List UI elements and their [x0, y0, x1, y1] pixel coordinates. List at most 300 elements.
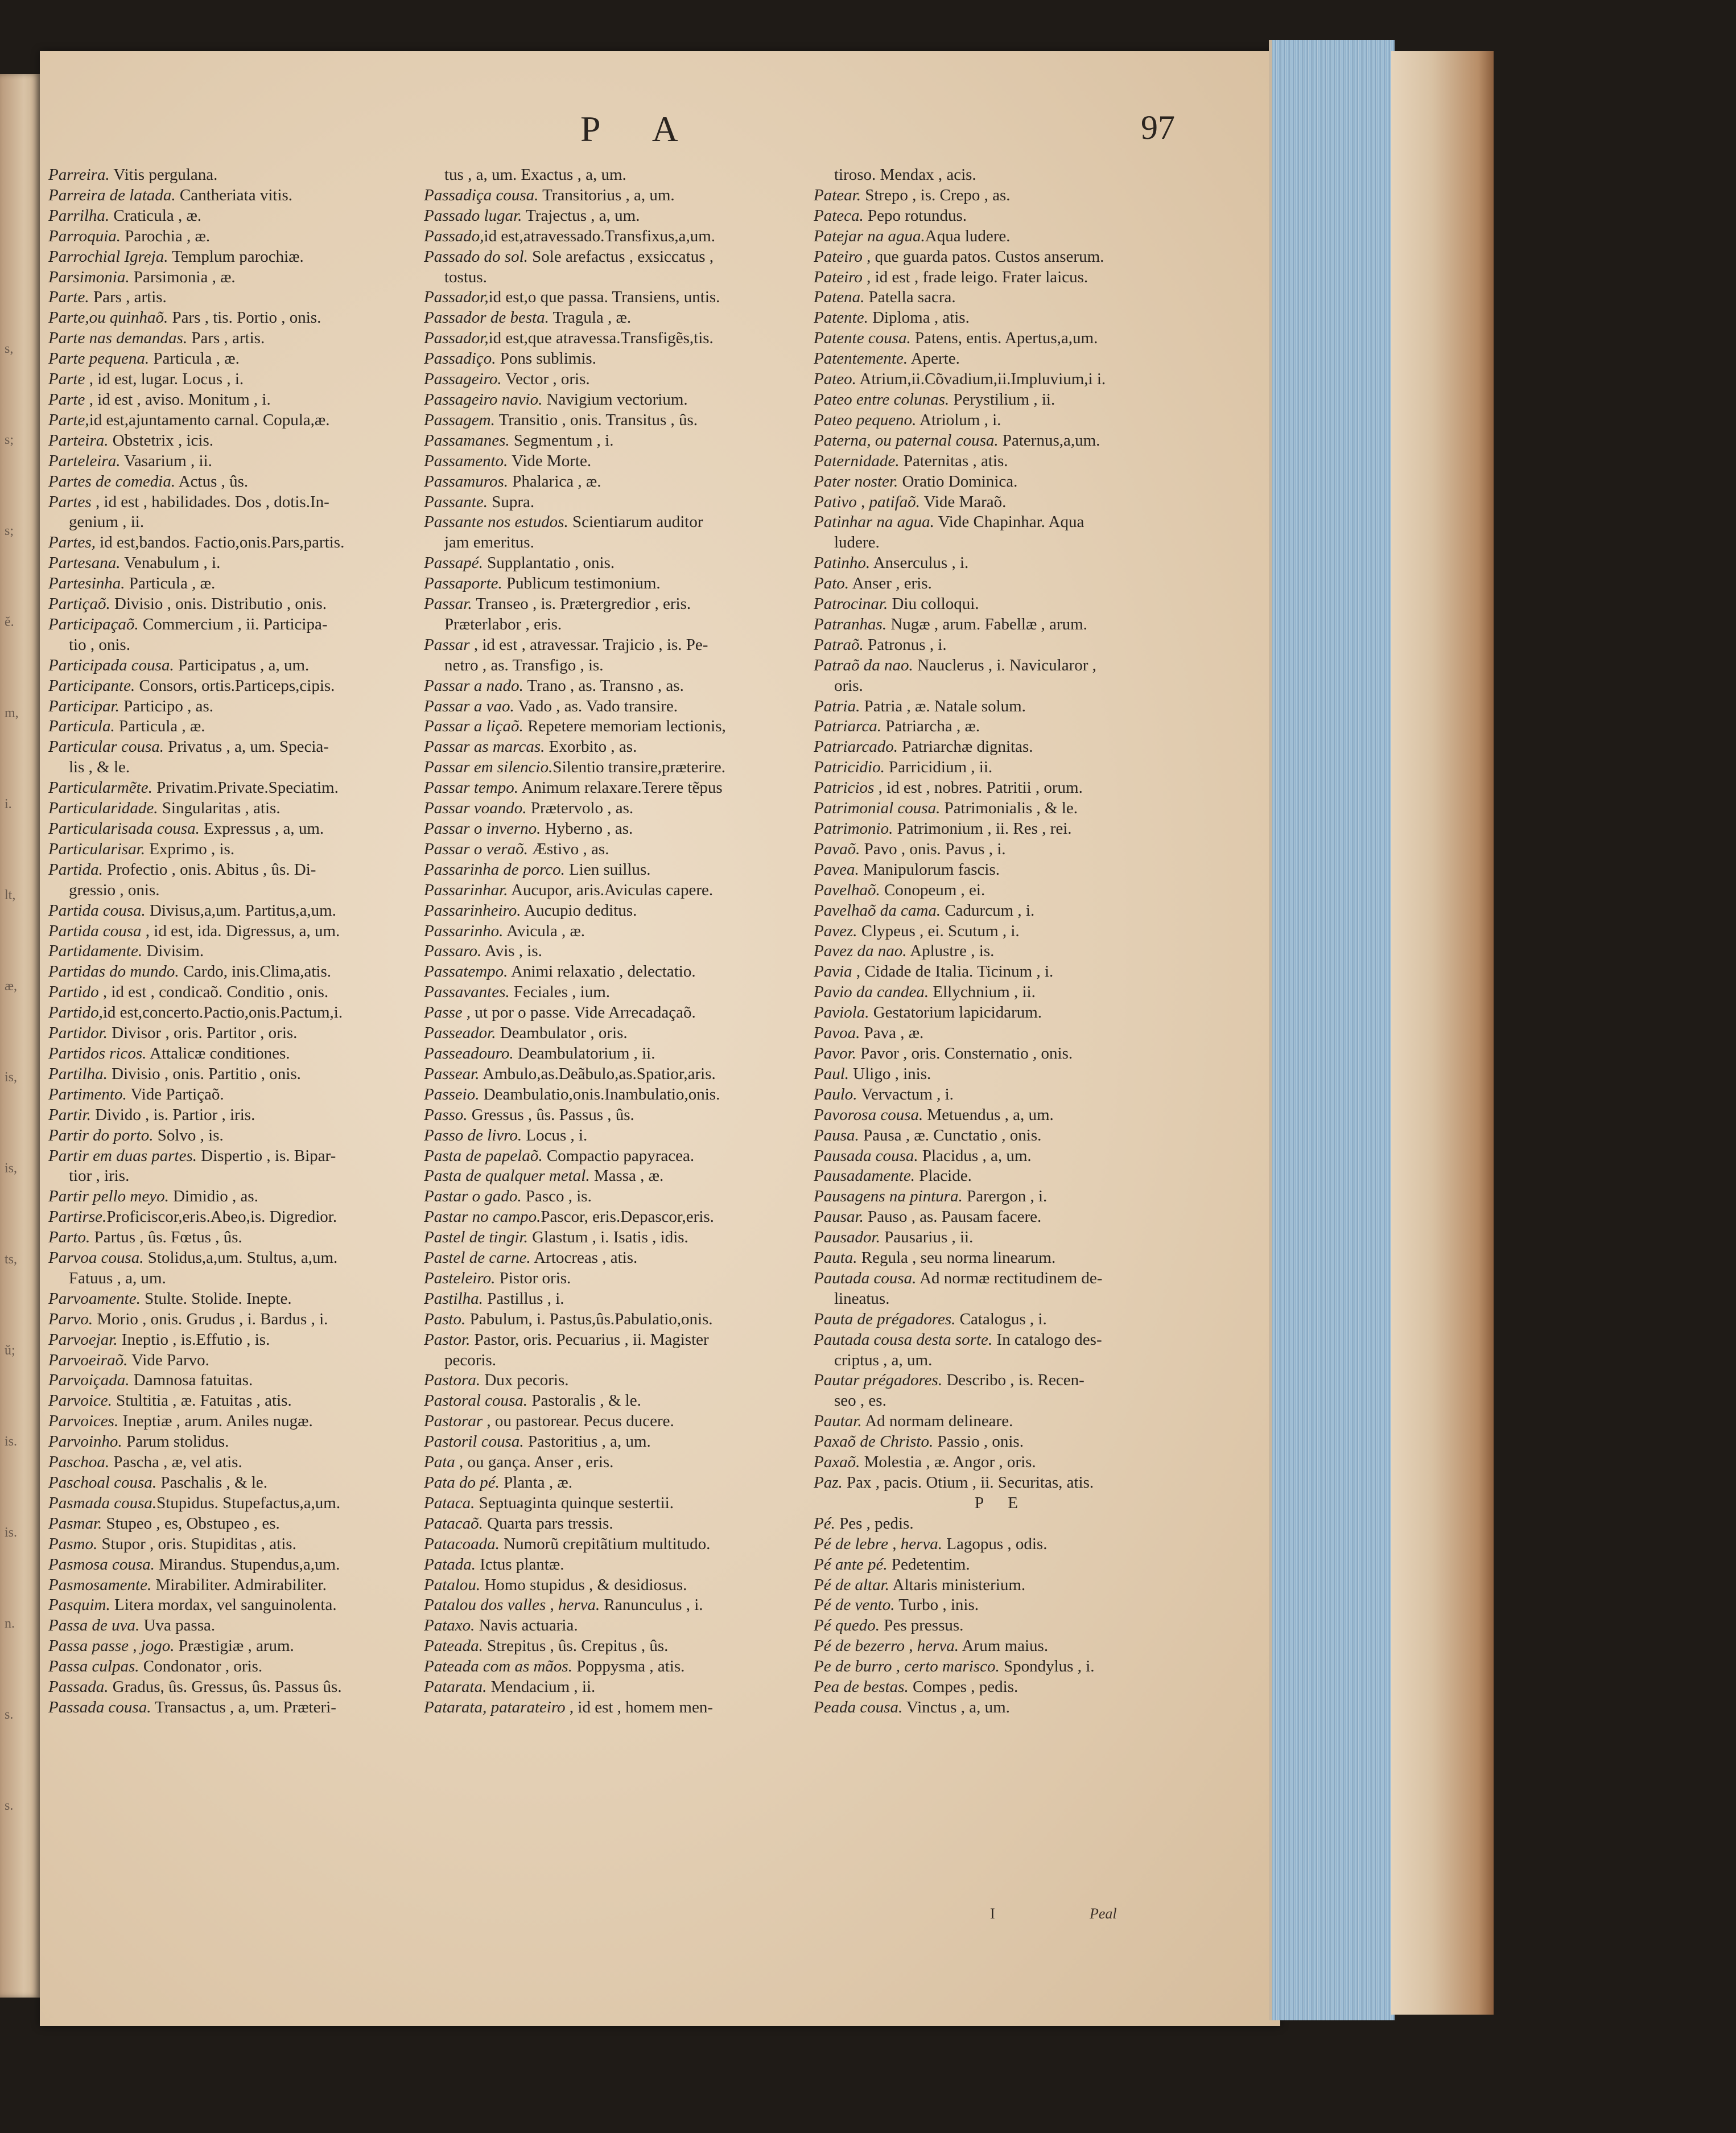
dictionary-entry — [48, 1023, 401, 1044]
definition: Perystilium , ii. — [949, 390, 1055, 409]
dictionary-entry — [48, 1105, 401, 1126]
definition: Consors, ortis.Particeps,cipis. — [135, 676, 335, 695]
dictionary-entry — [814, 390, 1189, 410]
definition: Ineptio , is.Effutio , is. — [117, 1330, 270, 1349]
dictionary-entry — [424, 921, 794, 942]
definition: id est,que atravessa.Transfigẽs,tis. — [488, 329, 714, 348]
definition: Deambulatio,onis.Inambulatio,onis. — [479, 1085, 720, 1103]
headword: Particular cousa. — [48, 738, 164, 756]
dictionary-entry — [48, 798, 401, 819]
headword: Pastora. — [424, 1371, 481, 1390]
dictionary-entry — [48, 492, 401, 513]
definition: Animi relaxatio , delectatio. — [508, 962, 696, 981]
definition: Pastoritius , a, um. — [523, 1432, 651, 1451]
headword: Particularisada cousa. — [48, 820, 200, 838]
definition: Parergon , i. — [962, 1187, 1048, 1206]
headword: Pateo entre colunas. — [814, 390, 950, 409]
definition: Divisio , onis. Partitio , onis. — [107, 1064, 301, 1083]
dictionary-entry — [48, 839, 401, 860]
headword: Partida cousa. — [48, 901, 146, 920]
edge-fragment: s. — [5, 1707, 14, 1722]
dictionary-entry — [48, 635, 401, 656]
definition: Transitio , onis. Transitus , ûs. — [494, 410, 698, 429]
definition: , id est , frade leigo. Frater laicus. — [862, 267, 1088, 286]
definition: Pabulum, i. Pastus,ûs.Pabulatio,onis. — [465, 1310, 713, 1328]
headword: Pateo pequeno. — [814, 410, 917, 429]
dictionary-entry — [424, 1044, 794, 1064]
definition: Quarta pars tressis. — [483, 1514, 613, 1533]
headword: Pato. — [814, 574, 850, 593]
headword: Passante. — [424, 492, 488, 511]
dictionary-entry — [814, 819, 1189, 839]
definition: id est,atravessado.Transfixus,a,um. — [484, 227, 716, 245]
headword: Passar a vao. — [424, 697, 514, 715]
edge-fragment: lt, — [5, 888, 16, 903]
dictionary-entry — [814, 410, 1189, 431]
headword: Pasta de papelaõ. — [424, 1146, 543, 1165]
definition: Vitis pergulana. — [109, 166, 218, 184]
dictionary-entry — [424, 962, 794, 982]
definition: Pars , artis. — [187, 329, 265, 348]
dictionary-entry — [814, 1575, 1189, 1596]
definition: Clypeus , ei. Scutum , i. — [857, 921, 1020, 940]
dictionary-entry — [48, 697, 401, 717]
dictionary-entry — [814, 1677, 1189, 1698]
previous-page-edge — [0, 74, 40, 1998]
dictionary-entry — [424, 594, 794, 615]
dictionary-entry — [424, 676, 794, 697]
dictionary-entry — [424, 717, 794, 737]
dictionary-entry — [424, 1493, 794, 1514]
definition: Compactio papyracea. — [542, 1146, 695, 1165]
definition: , id est , aviso. Monitum , i. — [85, 390, 271, 409]
definition: Uva passa. — [139, 1616, 216, 1635]
definition: Repetere memoriam lectionis, — [523, 717, 726, 736]
dictionary-entry — [814, 676, 1189, 697]
headword: Passado do sol. — [424, 247, 528, 266]
definition: Cantheriata vitis. — [175, 186, 293, 204]
dictionary-entry — [814, 267, 1189, 288]
headword: Pavio da candea. — [814, 983, 929, 1002]
headword: Passamuros. — [424, 472, 508, 491]
dictionary-entry — [424, 615, 794, 635]
definition: , id est , homem men- — [565, 1698, 713, 1716]
definition: Atrium,ii.Cõvadium,ii.Impluvium,i i. — [856, 370, 1106, 389]
definition: Privatus , a, um. Specia- — [164, 738, 329, 756]
definition: Gressus , ûs. Passus , ûs. — [467, 1105, 634, 1124]
headword: Passa de uva. — [48, 1616, 140, 1635]
definition: Avicula , æ. — [503, 921, 585, 940]
headword: Paterna, ou paternal cousa. — [814, 431, 999, 450]
definition: Describo , is. Recen- — [942, 1371, 1085, 1390]
definition: Deambulator , oris. — [496, 1024, 628, 1043]
definition: Pastillus , i. — [483, 1289, 564, 1308]
definition: Septuaginta quinque sestertii. — [475, 1493, 674, 1512]
dictionary-entry — [814, 1330, 1189, 1350]
definition: Placidus , a, um. — [918, 1146, 1032, 1165]
dictionary-entry — [424, 206, 794, 227]
headword: Parte,ou quinhaõ. — [48, 308, 168, 327]
definition: Pavo , onis. Pavus , i. — [860, 839, 1006, 858]
headword: Passarinha de porco. — [424, 860, 565, 879]
definition: Hyberno , as. — [541, 820, 633, 838]
headword: Passe — [424, 1003, 463, 1022]
headword: Patada. — [424, 1555, 476, 1574]
headword: Passear. — [424, 1064, 480, 1083]
dictionary-entry — [48, 165, 401, 186]
dictionary-entry — [814, 1166, 1189, 1187]
definition: Partus , ûs. Fœtus , ûs. — [90, 1228, 242, 1247]
dictionary-entry — [424, 1126, 794, 1146]
dictionary-entry — [814, 697, 1189, 717]
headword: Patacoada. — [424, 1534, 500, 1553]
definition: Dux pecoris. — [480, 1371, 569, 1390]
headword: Parsimonia. — [48, 267, 130, 286]
dictionary-entry — [424, 1023, 794, 1044]
edge-fragment: s; — [5, 524, 14, 538]
dictionary-entry — [814, 328, 1189, 349]
dictionary-entry — [814, 1636, 1189, 1657]
dictionary-entry — [814, 1350, 1189, 1371]
headword: Partir pello meyo. — [48, 1187, 169, 1206]
dictionary-entry — [424, 901, 794, 921]
dictionary-entry — [48, 308, 401, 328]
dictionary-entry — [48, 431, 401, 451]
definition: Pes , pedis. — [835, 1514, 914, 1533]
dictionary-entry — [814, 1146, 1189, 1167]
dictionary-entry — [48, 186, 401, 206]
headword: Partir do porto. — [48, 1126, 154, 1144]
definition: Patrimonialis , & le. — [940, 799, 1078, 818]
dictionary-entry — [424, 1575, 794, 1596]
dictionary-entry — [48, 819, 401, 839]
definition: Tragula , æ. — [549, 308, 632, 327]
dictionary-entry — [48, 1228, 401, 1248]
dictionary-entry — [814, 1289, 1189, 1310]
dictionary-entry — [48, 656, 401, 676]
definition: Vado , as. Vado transire. — [514, 697, 678, 715]
headword: Parte pequena. — [48, 349, 150, 368]
dictionary-entry — [424, 1248, 794, 1269]
definition: Pava , æ. — [860, 1024, 924, 1043]
headword: Pastoral cousa. — [424, 1391, 528, 1410]
definition: Stolidus,a,um. Stultus, a,um. — [143, 1249, 338, 1267]
headword: Pavaõ. — [814, 839, 860, 858]
dictionary-entry — [814, 1085, 1189, 1105]
definition: Litera mordax, vel sanguinolenta. — [110, 1596, 337, 1615]
dictionary-entry — [814, 1391, 1189, 1411]
definition: Compes , pedis. — [908, 1678, 1018, 1696]
headword: Partida. — [48, 860, 103, 879]
definition: Gradus, ûs. Gressus, ûs. Passus ûs. — [108, 1678, 342, 1696]
definition: Paternitas , atis. — [899, 451, 1008, 470]
headword: Pastar o gado. — [424, 1187, 522, 1206]
headword: Pé ante pé. — [814, 1555, 888, 1574]
definition: Proficiscor,eris.Abeo,is. Digredior. — [106, 1208, 337, 1226]
dictionary-entry — [48, 717, 401, 737]
edge-fragment: s. — [5, 1798, 14, 1813]
headword: Pasquim. — [48, 1596, 110, 1615]
definition: criptus , a, um. — [834, 1350, 933, 1369]
definition: ludere. — [834, 533, 880, 552]
dictionary-entry — [48, 1555, 401, 1575]
dictionary-entry — [814, 1248, 1189, 1269]
dictionary-entry — [48, 901, 401, 921]
headword: Pataxo. — [424, 1616, 475, 1635]
headword: Pateca. — [814, 206, 864, 225]
headword: Parte — [48, 390, 85, 409]
headword: Passar voando. — [424, 799, 527, 818]
headword: Patinho. — [814, 554, 871, 573]
definition: Uligo , inis. — [849, 1064, 931, 1083]
definition: Patriarchæ dignitas. — [897, 738, 1033, 756]
dictionary-entry — [814, 839, 1189, 860]
headword: Pé. — [814, 1514, 835, 1533]
dictionary-entry — [48, 1657, 401, 1677]
headword: Patacaõ. — [424, 1514, 483, 1533]
headword: Partesana. — [48, 554, 121, 573]
definition: id est,ajuntamento carnal. Copula,æ. — [89, 410, 330, 429]
headword: Pauta de prégadores. — [814, 1310, 956, 1328]
headword: Pasmosamente. — [48, 1575, 152, 1594]
headword: Patriarcado. — [814, 738, 898, 756]
dictionary-entry — [48, 1473, 401, 1493]
definition: Pascha , æ, vel atis. — [109, 1453, 242, 1472]
dictionary-entry — [424, 1105, 794, 1126]
dictionary-entry — [814, 1370, 1189, 1391]
dictionary-entry — [814, 1064, 1189, 1085]
dictionary-entry — [814, 1555, 1189, 1575]
definition: Obstetrix , icis. — [108, 431, 213, 450]
headword: Paul. — [814, 1064, 850, 1083]
definition: Præterlabor , eris. — [444, 615, 562, 633]
definition: Nauclerus , i. Navicularor , — [913, 656, 1096, 674]
definition: Condonator , oris. — [139, 1657, 263, 1676]
definition: Ad normæ rectitudinem de- — [916, 1269, 1103, 1287]
headword: Passamanes. — [424, 431, 510, 450]
dictionary-entry — [814, 1003, 1189, 1023]
definition: , id est, ida. Digressus, a, um. — [141, 921, 340, 940]
dictionary-entry — [814, 1207, 1189, 1228]
definition: lineatus. — [834, 1289, 890, 1308]
headword: Pasmosa cousa. — [48, 1555, 155, 1574]
headword: Passeador. — [424, 1024, 496, 1043]
dictionary-entry — [814, 186, 1189, 206]
definition: Parricidium , ii. — [884, 758, 993, 777]
dictionary-entry — [814, 1023, 1189, 1044]
headword: Passavantes. — [424, 983, 510, 1002]
definition: Exorbito , as. — [545, 738, 637, 756]
headword: Pé de vento. — [814, 1596, 895, 1615]
headword: Pasmo. — [48, 1534, 98, 1553]
headword: Patricidio. — [814, 758, 885, 777]
dictionary-entry — [814, 982, 1189, 1003]
definition: Metuendus , a, um. — [923, 1105, 1054, 1124]
dictionary-entry — [48, 615, 401, 635]
definition: , id est, lugar. Locus , i. — [85, 370, 244, 389]
headword: Pavorosa cousa. — [814, 1105, 923, 1124]
headword: Passar em silencio. — [424, 758, 553, 777]
definition: Parsimonia , æ. — [129, 267, 236, 286]
dictionary-entry — [48, 1595, 401, 1616]
definition: Vide Maraõ. — [919, 492, 1007, 511]
definition: Paschalis , & le. — [156, 1473, 268, 1492]
definition: Patriarcha , æ. — [881, 717, 980, 736]
section-label: P E — [974, 1493, 1029, 1512]
definition: Conopeum , ei. — [880, 880, 985, 899]
headword: Pautada cousa desta sorte. — [814, 1330, 993, 1349]
headword: Parvoejar. — [48, 1330, 118, 1349]
headword: Passar o veraõ. — [424, 839, 528, 858]
headword: Passar a liçaõ. — [424, 717, 523, 736]
definition: Privatim.Private.Speciatim. — [152, 779, 339, 797]
dictionary-entry — [424, 512, 794, 533]
definition: Ambulo,as.Deãbulo,as.Spatior,aris. — [479, 1064, 716, 1083]
dictionary-entry — [48, 1166, 401, 1187]
dictionary-entry — [48, 982, 401, 1003]
headword: Pé de bezerro , herva. — [814, 1637, 959, 1656]
headword: Pastel de carne. — [424, 1249, 531, 1267]
headword: Patarata. — [424, 1678, 487, 1696]
dictionary-entry — [424, 349, 794, 369]
dictionary-entry — [424, 1228, 794, 1248]
dictionary-entry — [814, 574, 1189, 594]
dictionary-entry — [814, 1105, 1189, 1126]
dictionary-entry — [424, 1452, 794, 1473]
headword: Pavoa. — [814, 1024, 860, 1043]
headword: Parvoice. — [48, 1391, 112, 1410]
headword: Parvoices. — [48, 1412, 119, 1431]
dictionary-entry — [814, 778, 1189, 798]
dictionary-entry — [48, 778, 401, 798]
dictionary-entry — [814, 1452, 1189, 1473]
definition: Spondylus , i. — [999, 1657, 1095, 1676]
dictionary-entry — [814, 533, 1189, 553]
definition: Singularitas , atis. — [158, 799, 281, 818]
headword: Partiçaõ. — [48, 595, 110, 613]
dictionary-entry — [814, 227, 1189, 247]
definition: Feciales , ium. — [509, 983, 611, 1002]
headword: Pateiro — [814, 247, 863, 266]
headword: Patente cousa. — [814, 329, 911, 348]
definition: Trano , as. Transno , as. — [523, 676, 684, 695]
definition: Scientiarum auditor — [568, 513, 703, 532]
headword: Pasteleiro. — [424, 1269, 496, 1287]
definition: Aplustre , is. — [906, 942, 995, 961]
headword: Parreira de latada. — [48, 186, 176, 204]
headword: Pasto. — [424, 1310, 466, 1328]
dictionary-entry — [48, 390, 401, 410]
definition: Manipulorum fascis. — [859, 860, 1000, 879]
dictionary-entry — [814, 1595, 1189, 1616]
running-head: P A — [580, 109, 701, 149]
headword: Pateo. — [814, 370, 856, 389]
dictionary-entry — [424, 574, 794, 594]
headword: Pausada cousa. — [814, 1146, 918, 1165]
definition: Aqua ludere. — [925, 227, 1011, 245]
dictionary-entry — [424, 472, 794, 492]
dictionary-entry — [814, 1432, 1189, 1452]
dictionary-entry — [48, 451, 401, 472]
headword: Passeio. — [424, 1085, 480, 1103]
headword: Patear. — [814, 186, 861, 204]
headword: Pe de burro , certo marisco. — [814, 1657, 1000, 1676]
headword: Paxaõ. — [814, 1453, 860, 1472]
dictionary-entry — [424, 656, 794, 676]
definition: Phalarica , æ. — [508, 472, 601, 491]
definition: Morio , onis. Grudus , i. Bardus , i. — [93, 1310, 328, 1328]
headword: Particularmẽte. — [48, 779, 152, 797]
dictionary-entry — [48, 553, 401, 574]
dictionary-entry — [814, 247, 1189, 267]
dictionary-entry — [814, 1269, 1189, 1289]
dictionary-entry — [424, 1595, 794, 1616]
headword: Particularidade. — [48, 799, 158, 818]
definition: Attalicæ conditiones. — [146, 1044, 290, 1063]
dictionary-entry — [424, 247, 794, 267]
definition: Cadurcum , i. — [941, 901, 1035, 920]
headword: Paulo. — [814, 1085, 857, 1103]
headword: Pauta. — [814, 1249, 857, 1267]
dictionary-entry — [814, 901, 1189, 921]
headword: Pautar prégadores. — [814, 1371, 943, 1390]
dictionary-entry — [814, 451, 1189, 472]
definition: id est,o que passa. Transiens, untis. — [488, 288, 720, 307]
headword: Participante. — [48, 676, 135, 695]
definition: Ineptiæ , arum. Aniles nugæ. — [118, 1412, 313, 1431]
dictionary-entry — [424, 1310, 794, 1330]
headword: Patricios — [814, 779, 875, 797]
dictionary-entry — [424, 1330, 794, 1350]
headword: Patalou. — [424, 1575, 481, 1594]
column-2 — [424, 165, 794, 1718]
dictionary-entry — [814, 287, 1189, 308]
dictionary-entry — [48, 1044, 401, 1064]
dictionary-entry — [814, 512, 1189, 533]
definition: gressio , onis. — [69, 880, 160, 899]
headword: Patrimonial cousa. — [814, 799, 941, 818]
definition: Parochia , æ. — [121, 227, 211, 245]
page-edges-blue — [1269, 40, 1395, 2020]
headword: Patraõ da nao. — [814, 656, 913, 674]
dictionary-entry — [814, 1310, 1189, 1330]
definition: Divido , is. Partior , iris. — [90, 1105, 255, 1124]
definition: Æstivo , as. — [527, 839, 609, 858]
definition: tostus. — [444, 267, 487, 286]
headword: Passar as marcas. — [424, 738, 545, 756]
dictionary-entry — [814, 1187, 1189, 1207]
definition: Pasco , is. — [521, 1187, 592, 1206]
definition: oris. — [834, 676, 863, 695]
definition: Præstigiæ , arum. — [174, 1637, 294, 1656]
headword: Pateada. — [424, 1637, 483, 1656]
definition: Expressus , a, um. — [199, 820, 324, 838]
headword: Patarata, patarateiro — [424, 1698, 566, 1716]
headword: Pateada com as mãos. — [424, 1657, 572, 1676]
dictionary-entry — [424, 1064, 794, 1085]
definition: Paternus,a,um. — [998, 431, 1100, 450]
dictionary-entry — [424, 492, 794, 513]
definition: Cardo, inis.Clima,atis. — [179, 962, 332, 981]
definition: Catalogus , i. — [955, 1310, 1047, 1328]
headword: Patente. — [814, 308, 868, 327]
headword: Passo. — [424, 1105, 468, 1124]
definition: Patria , æ. Natale solum. — [860, 697, 1026, 715]
headword: Patena. — [814, 288, 865, 307]
dictionary-entry — [424, 390, 794, 410]
definition: Homo stupidus , & desidiosus. — [480, 1575, 687, 1594]
definition: Pedetentim. — [887, 1555, 970, 1574]
